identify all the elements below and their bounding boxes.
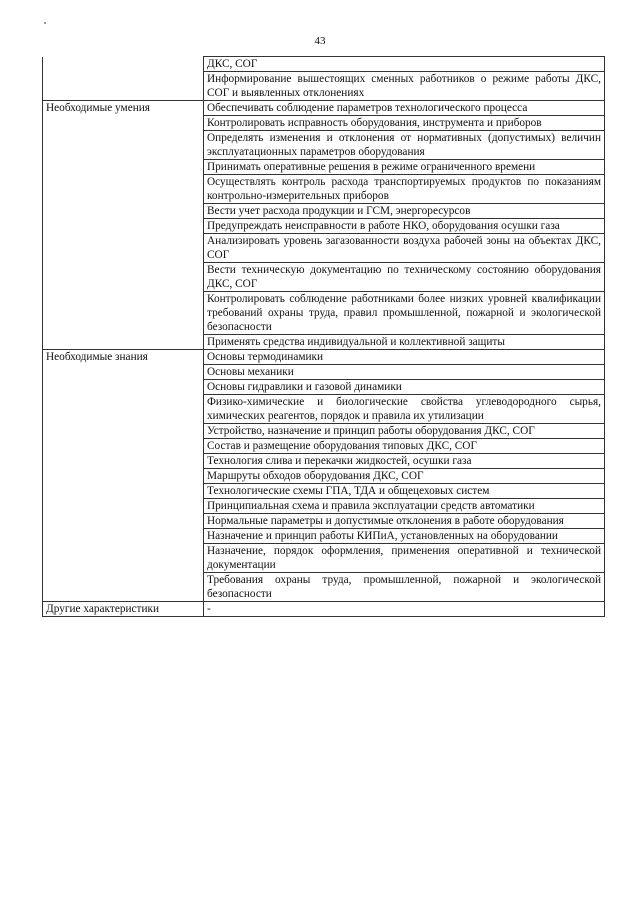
item-cell: Информирование вышестоящих сменных работников о режиме работы ДКС, СОГ и выявленных отклонениях	[204, 72, 605, 101]
item-cell: Технологические схемы ГПА, ТДА и общецеховых систем	[204, 484, 605, 499]
category-cell	[43, 72, 204, 101]
item-cell: Состав и размещение оборудования типовых ДКС, СОГ	[204, 439, 605, 454]
page-number: 43	[314, 35, 326, 47]
item-cell: Основы гидравлики и газовой динамики	[204, 380, 605, 395]
category-cell	[43, 335, 204, 350]
item-cell: Применять средства индивидуальной и коллективной защиты	[204, 335, 605, 350]
table-row	[43, 219, 605, 234]
table-row	[43, 131, 605, 160]
item-cell: Основы термодинамики	[204, 350, 605, 365]
category-cell: Необходимые знания	[43, 350, 204, 365]
category-cell	[43, 263, 204, 292]
category-cell	[43, 439, 204, 454]
item-cell: -	[204, 602, 605, 617]
table-row	[43, 529, 605, 544]
category-cell	[43, 469, 204, 484]
item-cell: Нормальные параметры и допустимые отклонения в работе оборудования	[204, 514, 605, 529]
table-row	[43, 439, 605, 454]
item-cell: Физико-химические и биологические свойства углеводородного сырья, химических реагентов, порядок и правила их утилизации	[204, 395, 605, 424]
item-cell: Маршруты обходов оборудования ДКС, СОГ	[204, 469, 605, 484]
table-row	[43, 424, 605, 439]
category-cell	[43, 292, 204, 335]
category-cell	[43, 395, 204, 424]
category-cell	[43, 365, 204, 380]
table-row	[43, 365, 605, 380]
table-row	[43, 602, 605, 617]
category-cell	[43, 380, 204, 395]
item-cell: Предупреждать неисправности в работе НКО, оборудования осушки газа	[204, 219, 605, 234]
item-cell: Обеспечивать соблюдение параметров технологического процесса	[204, 101, 605, 116]
table-row	[43, 234, 605, 263]
table-row	[43, 573, 605, 602]
item-cell: ДКС, СОГ	[204, 57, 605, 72]
table-row	[43, 514, 605, 529]
item-cell: Определять изменения и отклонения от нормативных (допустимых) величин эксплуатационных параметров оборудования	[204, 131, 605, 160]
item-cell: Принимать оперативные решения в режиме ограниченного времени	[204, 160, 605, 175]
table-row	[43, 335, 605, 350]
category-cell	[43, 175, 204, 204]
category-cell	[43, 204, 204, 219]
qualification-table	[42, 56, 605, 617]
item-cell: Осуществлять контроль расхода транспортируемых продуктов по показаниям контрольно-измерительных приборов	[204, 175, 605, 204]
item-cell: Вести техническую документацию по техническому состоянию оборудования ДКС, СОГ	[204, 263, 605, 292]
table-row	[43, 544, 605, 573]
item-cell: Вести учет расхода продукции и ГСМ, энергоресурсов	[204, 204, 605, 219]
table-row	[43, 160, 605, 175]
category-cell	[43, 116, 204, 131]
table-row	[43, 499, 605, 514]
item-cell: Контролировать соблюдение работниками более низких уровней квалификации требований охраны труда, правил промышленной, пожарной и экологической безопасности	[204, 292, 605, 335]
qualification-table-body	[43, 57, 605, 617]
table-row	[43, 72, 605, 101]
item-cell: Требования охраны труда, промышленной, пожарной и экологической безопасности	[204, 573, 605, 602]
table-row	[43, 263, 605, 292]
table-row	[43, 292, 605, 335]
category-cell	[43, 529, 204, 544]
table-row	[43, 101, 605, 116]
category-cell	[43, 57, 204, 72]
table-row	[43, 116, 605, 131]
category-cell	[43, 131, 204, 160]
category-cell	[43, 234, 204, 263]
scan-speck	[44, 22, 46, 24]
category-cell	[43, 484, 204, 499]
item-cell: Принципиальная схема и правила эксплуатации средств автоматики	[204, 499, 605, 514]
table-row	[43, 469, 605, 484]
table-row	[43, 350, 605, 365]
table-row	[43, 395, 605, 424]
category-cell	[43, 573, 204, 602]
category-cell	[43, 160, 204, 175]
category-cell	[43, 544, 204, 573]
item-cell: Назначение, порядок оформления, применения оперативной и технической документации	[204, 544, 605, 573]
item-cell: Анализировать уровень загазованности воздуха рабочей зоны на объектах ДКС, СОГ	[204, 234, 605, 263]
category-cell	[43, 499, 204, 514]
category-cell	[43, 454, 204, 469]
category-cell: Необходимые умения	[43, 101, 204, 116]
table-row	[43, 454, 605, 469]
item-cell: Основы механики	[204, 365, 605, 380]
category-cell	[43, 424, 204, 439]
category-cell: Другие характеристики	[43, 602, 204, 617]
item-cell: Устройство, назначение и принцип работы оборудования ДКС, СОГ	[204, 424, 605, 439]
table-row	[43, 204, 605, 219]
table-row	[43, 380, 605, 395]
table-row	[43, 57, 605, 72]
category-cell	[43, 514, 204, 529]
item-cell: Технология слива и перекачки жидкостей, осушки газа	[204, 454, 605, 469]
item-cell: Контролировать исправность оборудования, инструмента и приборов	[204, 116, 605, 131]
category-cell	[43, 219, 204, 234]
item-cell: Назначение и принцип работы КИПиА, установленных на оборудовании	[204, 529, 605, 544]
table-row	[43, 175, 605, 204]
table-row	[43, 484, 605, 499]
